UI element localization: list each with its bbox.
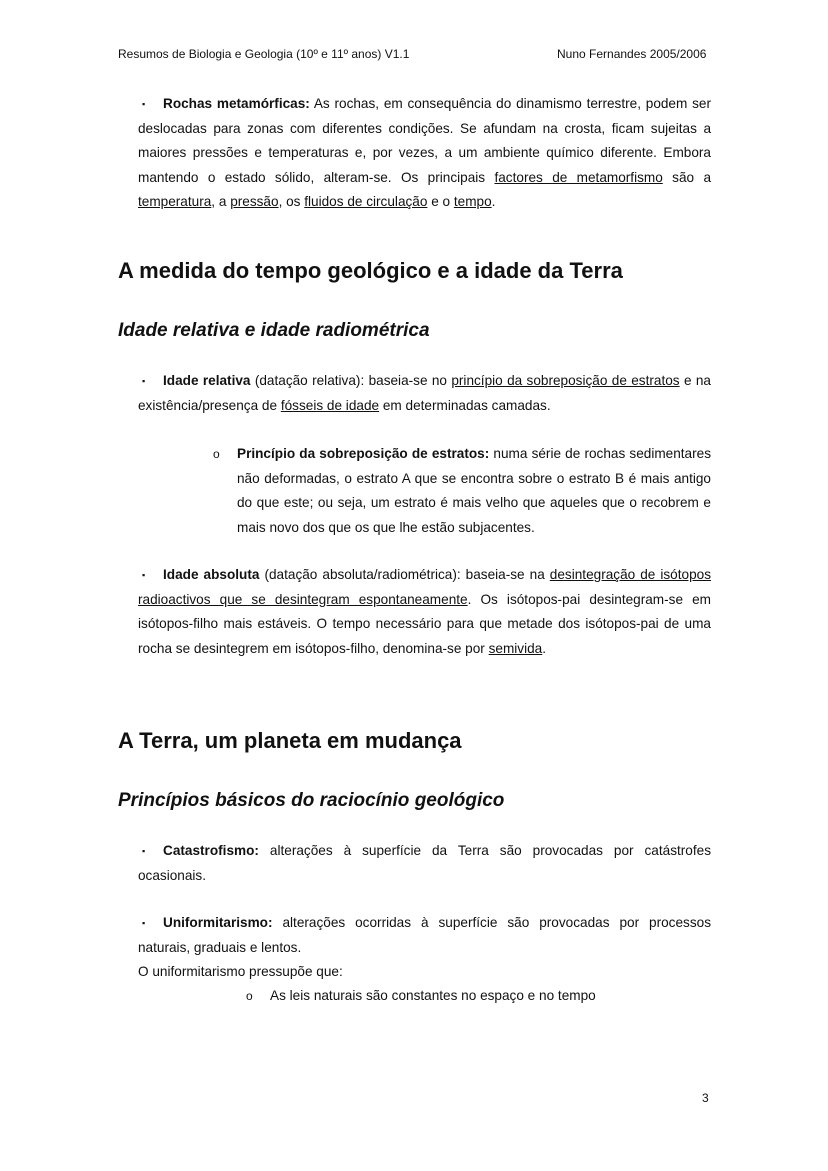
heading-terra-mudanca: A Terra, um planeta em mudança — [118, 728, 462, 753]
header-author: Nuno Fernandes 2005/2006 — [557, 47, 707, 61]
list-item-text: As leis naturais são constantes no espaço e no tempo — [270, 988, 596, 1003]
paragraph-text — [138, 915, 711, 955]
circle-bullet-icon: o — [213, 447, 220, 461]
heading-idade-relativa-radiometrica: Idade relativa e idade radiométrica — [118, 320, 430, 341]
paragraph-principio-sobreposicao — [213, 442, 711, 540]
paragraph-text — [138, 96, 711, 209]
paragraph-text — [237, 446, 711, 535]
bold-term: Idade relativa — [163, 373, 251, 388]
underlined-term: semivida — [488, 640, 543, 656]
paragraph-catastrofismo — [138, 839, 711, 888]
circle-bullet-icon: o — [246, 989, 253, 1003]
bullet-icon: ▪ — [142, 376, 146, 386]
bullet-icon: ▪ — [142, 846, 146, 856]
underlined-term: factores de metamorfismo — [494, 169, 663, 185]
heading-principios-basicos: Princípios básicos do raciocínio geológico — [118, 790, 505, 811]
header-title: Resumos de Biologia e Geologia (10º e 11º anos) V1.1 — [118, 47, 410, 61]
text-run: (datação relativa): baseia-se no — [250, 373, 452, 388]
paragraph-uniformitarismo — [138, 911, 711, 985]
list-item-leis-naturais — [246, 984, 711, 1009]
paragraph-idade-absoluta — [138, 563, 711, 661]
underlined-term: fósseis de idade — [280, 397, 380, 413]
bullet-icon: ▪ — [142, 99, 146, 109]
text-run: . — [491, 194, 496, 209]
underlined-term: tempo — [453, 194, 492, 209]
underlined-term: fluidos de circulação — [304, 194, 428, 209]
text-run: alterações ocorridas à superfície são provocadas por processos naturais, graduais e lentos. — [138, 915, 711, 955]
bullet-icon: ▪ — [142, 918, 146, 928]
underlined-term: princípio da sobreposição de estratos — [451, 373, 680, 388]
text-run: em determinadas camadas. — [379, 397, 551, 413]
paragraph-text — [138, 567, 711, 656]
paragraph-text — [138, 373, 711, 413]
text-run: são a — [662, 169, 712, 185]
text-run: (datação absoluta/radiométrica): baseia-se na — [259, 567, 550, 582]
page-number: 3 — [702, 1091, 709, 1105]
text-run: alterações à superfície da Terra são provocadas por catástrofes ocasionais. — [138, 843, 711, 883]
heading-tempo-geologico: A medida do tempo geológico e a idade da Terra — [118, 258, 623, 283]
bullet-icon: ▪ — [142, 570, 146, 580]
bold-term: Uniformitarismo: — [163, 915, 273, 930]
bold-term: Rochas metamórficas: — [163, 96, 310, 111]
text-run: e na existência/presença de — [138, 373, 711, 413]
text-run: . Os isótopos-pai desintegram-se em isótopos-filho mais estáveis. O tempo necessário para que metade dos isótopos-pai de uma rocha se desintegrem em isótopos-filho, denomina-se por — [138, 591, 711, 656]
underlined-term: temperatura — [138, 194, 212, 209]
bold-term: Catastrofismo: — [163, 843, 259, 858]
text-run: e o — [427, 194, 454, 209]
underlined-term: desintegração de isótopos radioactivos que se desintegram espontaneamente — [138, 567, 711, 607]
bold-term: Idade absoluta — [163, 567, 260, 582]
text-run: numa série de rochas sedimentares não deformadas, o estrato A que se encontra sobre o estrato B é mais antigo do que este; ou seja, um estrato é mais velho que aqueles que o recobrem e mais novo dos que os que lhe estão subjacentes. — [237, 446, 711, 535]
text-run: , a — [211, 194, 231, 209]
underlined-term: pressão — [230, 194, 279, 209]
paragraph-text — [138, 843, 711, 883]
uniformitarismo-intro: O uniformitarismo pressupõe que: — [138, 964, 343, 979]
paragraph-rochas-metamorficas — [138, 92, 711, 215]
bold-term: Princípio da sobreposição de estratos: — [237, 446, 490, 461]
text-run: , os — [278, 194, 305, 209]
text-run: . — [542, 640, 547, 656]
paragraph-idade-relativa — [138, 369, 711, 418]
text-run: As rochas, em consequência do dinamismo terrestre, podem ser deslocadas para zonas com diferentes condições. Se afundam na crosta, ficam sujeitas a maiores pressões e temperaturas e, por vezes, a um ambiente químico diferente. Embora mantendo o estado sólido, alteram-se. Os principais — [138, 96, 711, 185]
